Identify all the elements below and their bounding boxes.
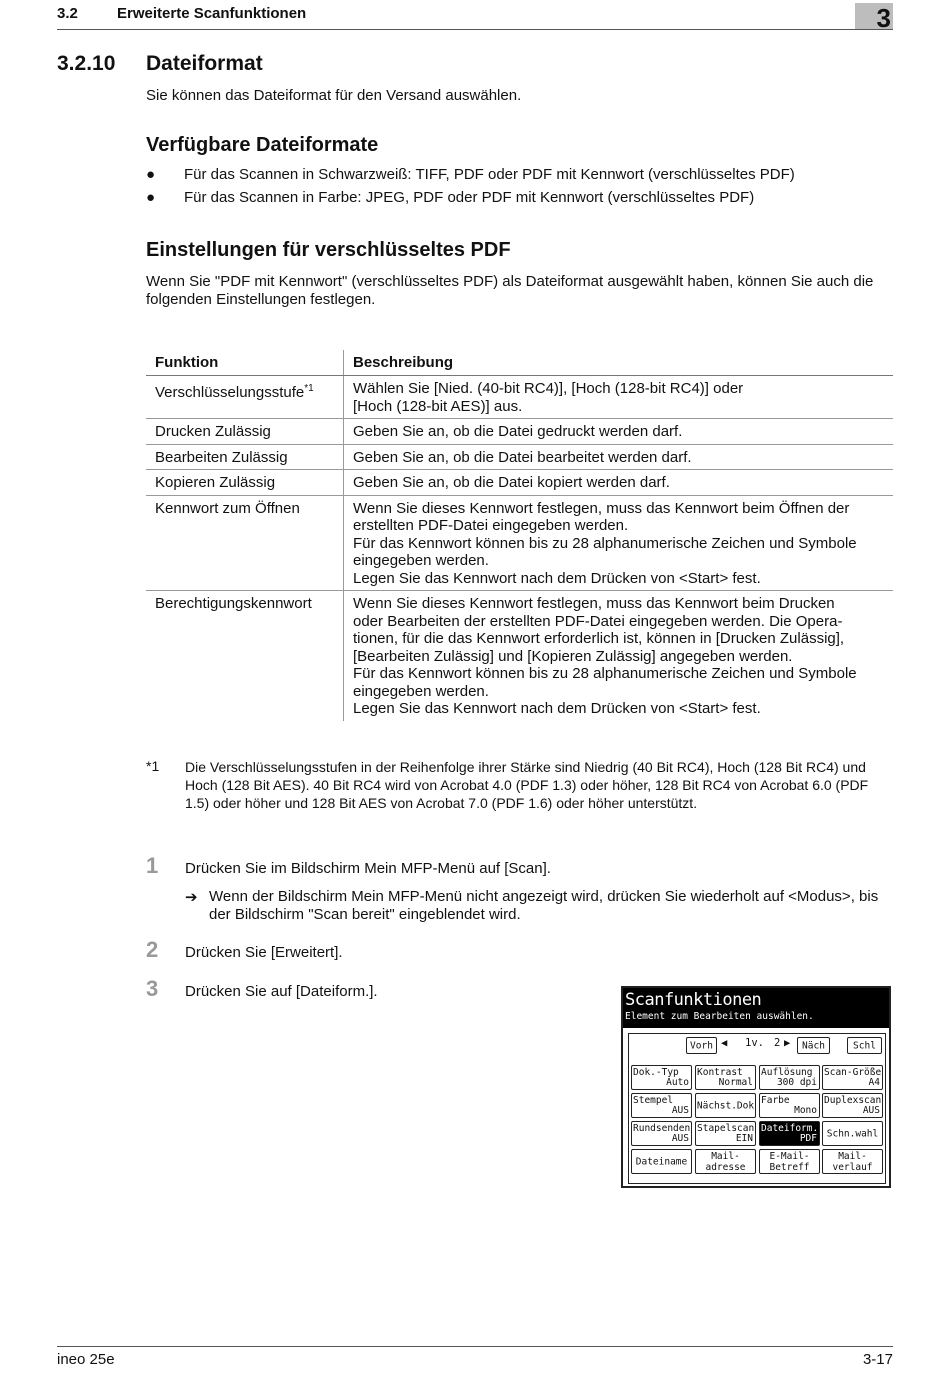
bullet-dot: ● (146, 166, 156, 183)
screen-title-bar (623, 988, 889, 1028)
description-line: Wenn Sie dieses Kennwort festlegen, muss das Kennwort beim Drucken (353, 595, 835, 612)
description-line: [Bearbeiten Zulässig] und [Kopieren Zulässig] angegeben werden. (353, 647, 793, 665)
file-format-button[interactable]: Dateiform. PDF (761, 1123, 819, 1144)
description-line: Geben Sie an, ob die Datei kopiert werden darf. (353, 474, 670, 491)
screen-subtitle: Element zum Bearbeiten auswählen. (625, 1011, 814, 1022)
speed-dial-button[interactable]: Schn.wahl (822, 1121, 883, 1146)
description-line: tionen, für die das Kennwort erforderlich ist, können in [Drucken Zulässig], (353, 630, 845, 647)
footnote-mark: *1 (146, 758, 160, 774)
description-line: Legen Sie das Kennwort nach dem Drücken von <Start> fest. (353, 700, 761, 717)
bullet-text: Für das Scannen in Farbe: JPEG, PDF oder PDF mit Kennwort (verschlüsseltes PDF) (184, 189, 755, 206)
page-footer (57, 1346, 893, 1368)
function-cell: Kennwort zum Öffnen (146, 495, 344, 591)
batch-scan-button[interactable]: Stapelscan EIN (697, 1123, 755, 1144)
prev-button[interactable]: Vorh (686, 1037, 717, 1054)
description-cell (344, 591, 894, 721)
footnote-ref: *1 (304, 383, 314, 394)
next-button[interactable]: Näch (797, 1037, 830, 1054)
formats-heading: Verfügbare Dateiformate (146, 134, 379, 156)
arrow-icon: ➔ (185, 889, 198, 906)
section-intro: Sie können das Dateiformat für den Versand auswählen. (146, 87, 522, 104)
broadcast-button[interactable]: Rundsenden AUS (633, 1123, 691, 1144)
function-cell: Berechtigungskennwort (146, 591, 344, 721)
section-title: Dateiformat (146, 52, 263, 75)
duplex-scan-button[interactable]: Duplexscan AUS (824, 1095, 882, 1116)
email-subject-button[interactable]: E-Mail- Betreff (759, 1149, 820, 1174)
description-line: Legen Sie das Kennwort nach dem Drücken von <Start> fest. (353, 569, 761, 587)
chapter-tab: 3 (855, 3, 893, 29)
stamp-button[interactable]: Stempel AUS (631, 1093, 692, 1118)
function-cell: Drucken Zulässig (146, 419, 344, 445)
step-number: 3 (146, 976, 159, 1001)
column-header: Funktion (146, 350, 344, 376)
table-row (146, 376, 893, 419)
description-line: Wenn Sie dieses Kennwort festlegen, muss das Kennwort beim Öffnen der (353, 499, 850, 517)
contrast-button[interactable]: Kontrast Normal (695, 1065, 756, 1090)
step-text: Drücken Sie [Erweitert]. (185, 944, 343, 961)
color-button[interactable]: Farbe Mono (759, 1093, 820, 1118)
description-line: Wählen Sie [Nied. (40-bit RC4)], [Hoch (128-bit RC4)] oder (353, 380, 744, 397)
table-row (146, 495, 893, 591)
description-cell (344, 444, 894, 470)
screen-title: Scanfunktionen (625, 990, 762, 1010)
page-number: 3-17 (862, 1351, 893, 1368)
description-cell (344, 470, 894, 496)
mail-history-button[interactable]: Mail- verlauf (822, 1149, 883, 1174)
mail-address-button[interactable]: Mail- adresse (695, 1149, 756, 1174)
product-name: ineo 25e (57, 1351, 115, 1368)
settings-table (146, 350, 893, 721)
file-name-button[interactable]: Dateiname (631, 1149, 692, 1174)
left-arrow-icon: ◀ (721, 1037, 728, 1049)
page-total: 2 (774, 1037, 781, 1049)
scan-size-button[interactable]: Scan-Größe A4 (824, 1067, 882, 1088)
step-text: Drücken Sie auf [Dateiform.]. (185, 983, 378, 1000)
encrypted-intro: Wenn Sie "PDF mit Kennwort" (verschlüsseltes PDF) als Dateiformat ausgewählt haben, können Sie auch die folgenden Einstellungen festlegen. (146, 273, 874, 308)
table-row (146, 419, 893, 445)
description-line: Für das Kennwort können bis zu 28 alphanumerische Zeichen und Symbole (353, 665, 857, 682)
table-row (146, 470, 893, 496)
resolution-button[interactable]: Auflösung 300 dpi (759, 1065, 820, 1090)
description-line: Geben Sie an, ob die Datei gedruckt werden darf. (353, 423, 683, 440)
table-row (146, 444, 893, 470)
close-button[interactable]: Schl (847, 1037, 882, 1054)
description-line: eingegeben werden. (353, 552, 489, 569)
page-header (57, 3, 893, 33)
description-line: [Hoch (128-bit AES)] aus. (353, 397, 523, 415)
description-line: erstellten PDF-Datei eingegeben werden. (353, 517, 629, 534)
function-cell (146, 376, 344, 419)
screen-panel (628, 1033, 886, 1184)
page-indicator: 1v. (745, 1037, 764, 1049)
encrypted-heading: Einstellungen für verschlüsseltes PDF (146, 239, 511, 261)
bullet-dot: ● (146, 189, 156, 206)
description-line: Geben Sie an, ob die Datei bearbeitet werden darf. (353, 448, 692, 466)
table-header-row (146, 350, 893, 376)
description-cell (344, 495, 894, 591)
function-cell: Bearbeiten Zulässig (146, 444, 344, 470)
step-number: 1 (146, 853, 159, 878)
header-section-title: Erweiterte Scanfunktionen (117, 5, 307, 22)
scan-functions-screen (621, 986, 891, 1188)
description-line: eingegeben werden. (353, 682, 489, 700)
step-number: 2 (146, 937, 159, 962)
footnote-text: Die Verschlüsselungsstufen in der Reihenfolge ihrer Stärke sind Niedrig (40 Bit RC4), Hoch (128 Bit RC4) und Hoch (128 Bit AES). 40 Bit RC4 wird von Acrobat 4.0 (PDF 1.3) oder höher, 128 Bit RC4 von Acrobat 6.0 (PDF 1.5) oder höher und 128 Bit AES von Acrobat 7.0 (PDF 1.6) oder höher unterstützt. (185, 759, 869, 811)
description-line: Für das Kennwort können bis zu 28 alphanumerische Zeichen und Symbole (353, 534, 857, 552)
step-text: Drücken Sie im Bildschirm Mein MFP-Menü auf [Scan]. (185, 860, 551, 877)
function-name: Verschlüsselungsstufe (155, 384, 305, 401)
bullet-text: Für das Scannen in Schwarzweiß: TIFF, PDF oder PDF mit Kennwort (verschlüsseltes PDF) (184, 166, 795, 183)
description-cell (344, 376, 894, 419)
section-number: 3.2.10 (57, 52, 116, 75)
column-header: Beschreibung (344, 350, 894, 376)
function-cell: Kopieren Zulässig (146, 470, 344, 496)
right-arrow-icon: ▶ (784, 1037, 791, 1049)
header-section-number: 3.2 (57, 5, 78, 22)
step-subtext: Wenn der Bildschirm Mein MFP-Menü nicht angezeigt wird, drücken Sie wiederholt auf <Modus>, bis der Bildschirm "Scan bereit" eingeblendet wird. (209, 888, 879, 923)
doc-type-button[interactable]: Dok.-Typ Auto (631, 1065, 692, 1090)
table-row (146, 591, 893, 721)
description-line: oder Bearbeiten der erstellten PDF-Datei eingegeben werden. Die Opera- (353, 612, 843, 630)
next-doc-button[interactable]: Nächst.Dok (695, 1093, 756, 1118)
description-cell (344, 419, 894, 445)
